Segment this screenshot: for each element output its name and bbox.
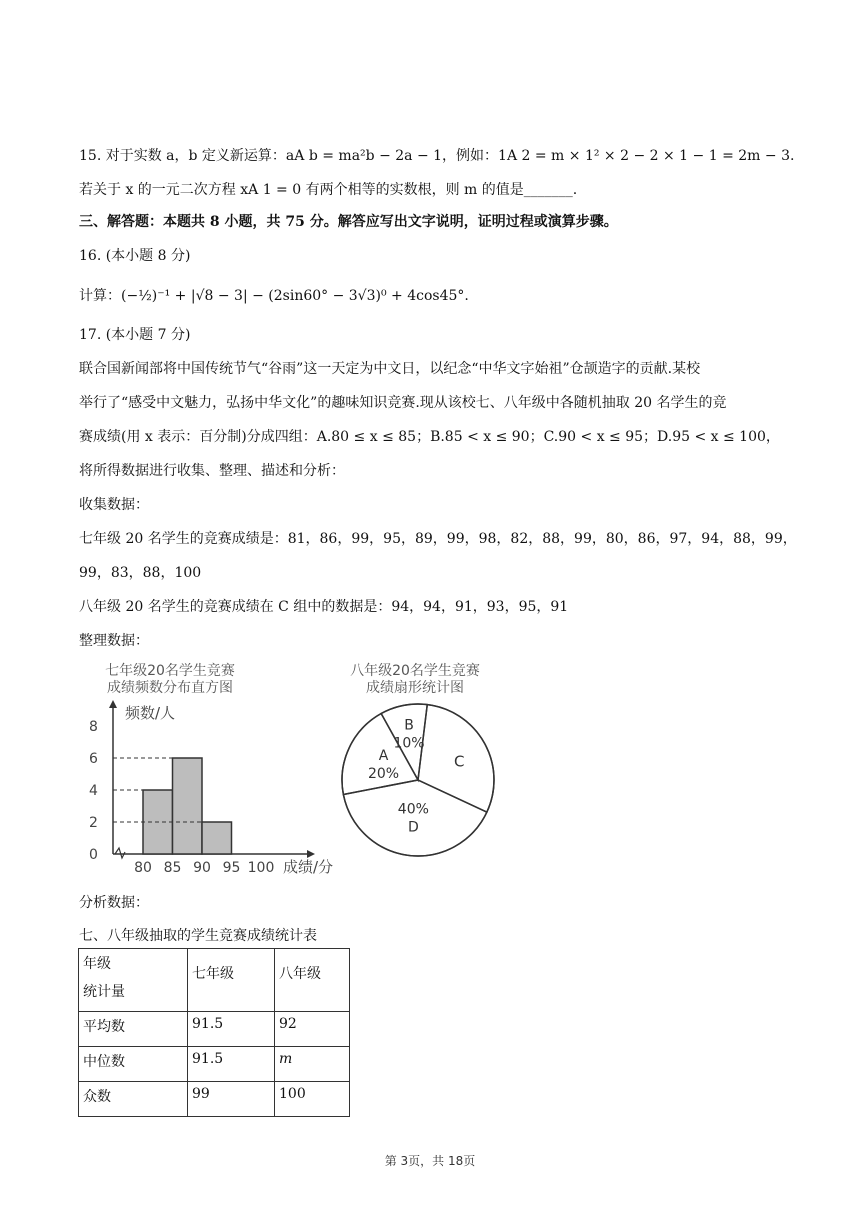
analyze-data-label: 分析数据： — [79, 895, 149, 911]
row-label-median: 中位数 — [79, 1047, 188, 1082]
x-axis-arrow — [307, 850, 315, 858]
x-tick-label: 80 — [134, 860, 152, 876]
q17-p3: 赛成绩(用 x 表示：百分制)分成四组：A.80 ≤ x ≤ 85；B.85 < x ≤ 90；C.90 < x ≤ 95；D.95 < x ≤ 100， — [79, 429, 780, 445]
corner-label-top: 年级 — [83, 956, 111, 972]
q16-calc: 计算：(−½)⁻¹ + |√8 − 3| − (2sin60° − 3√3)⁰ + 4cos45°. — [79, 288, 469, 304]
page-footer: 第 3页，共 18页 — [384, 1154, 476, 1168]
collect-data-label: 收集数据： — [79, 497, 149, 513]
grade7-scores-line2: 99，83，88，100 — [79, 565, 202, 581]
x-axis-label: 成绩/分 — [283, 858, 334, 876]
q17-p4: 将所得数据进行收集、整理、描述和分析： — [79, 463, 345, 479]
y-tick-label: 6 — [89, 751, 98, 767]
histogram-title-line2: 成绩频数分布直方图 — [107, 680, 233, 696]
table-header-row — [79, 949, 350, 1012]
pie-slice-label: B — [404, 717, 414, 734]
stats-table — [78, 948, 350, 1117]
grade8-c-group-scores: 八年级 20 名学生的竞赛成绩在 C 组中的数据是：94，94，91，93，95，91 — [79, 599, 569, 615]
table-row — [79, 1047, 350, 1082]
x-tick-label: 90 — [193, 860, 211, 876]
pie-slice-label: A — [378, 747, 389, 764]
table-row — [79, 1082, 350, 1117]
histogram-bar — [202, 822, 232, 854]
histogram-title-line1: 七年级20名学生竞赛 — [105, 663, 235, 679]
cell-mean-grade7: 91.5 — [188, 1012, 275, 1047]
column-header-grade7: 七年级 — [188, 949, 275, 1012]
pie-slice-label: C — [453, 752, 465, 771]
q17-p1: 联合国新闻部将中国传统节气“谷雨”这一天定为中文日，以纪念“中华文字始祖”仓颉造字的贡献.某校 — [79, 361, 701, 377]
pie-slice-label: D — [407, 819, 419, 836]
table-corner-cell — [79, 949, 188, 1012]
q15-line2: 若关于 x 的一元二次方程 xA 1 = 0 有两个相等的实数根，则 m 的值是_______. — [79, 182, 578, 198]
histogram-title — [80, 663, 260, 697]
cell-median-grade7: 91.5 — [188, 1047, 275, 1082]
stats-table-title: 七、八年级抽取的学生竞赛成绩统计表 — [79, 928, 317, 944]
cell-mode-grade7: 99 — [188, 1082, 275, 1117]
pie-title-line1: 八年级20名学生竞赛 — [350, 663, 480, 679]
q17-p2: 举行了“感受中文魅力，弘扬中华文化”的趣味知识竞赛.现从该校七、八年级中各随机抽取 20 名学生的竞 — [79, 395, 727, 411]
cell-median-grade8: m — [275, 1047, 350, 1082]
q15-line1: 15. 对于实数 a，b 定义新运算：aA b = ma²b − 2a − 1，例如：1A 2 = m × 1² × 2 − 2 × 1 − 1 = 2m − 3. — [79, 148, 795, 164]
x-tick-label: 100 — [247, 860, 275, 876]
y-axis-arrow — [109, 700, 117, 708]
section-3-heading: 三、解答题：本题共 8 小题，共 75 分。解答应写出文字说明，证明过程或演算步骤。 — [79, 214, 618, 230]
cell-mean-grade8: 92 — [275, 1012, 350, 1047]
y-tick-label: 2 — [89, 815, 98, 831]
pie-percent-label: 20% — [367, 765, 400, 782]
histogram-chart — [75, 698, 345, 878]
organize-data-label: 整理数据： — [79, 633, 149, 649]
column-header-grade8: 八年级 — [275, 949, 350, 1012]
y-tick-label: 8 — [89, 719, 98, 735]
y-tick-label: 4 — [89, 783, 98, 799]
pie-title-line2: 成绩扇形统计图 — [366, 680, 464, 696]
pie-chart — [330, 695, 510, 875]
x-tick-label: 95 — [222, 860, 241, 876]
y-tick-label: 0 — [89, 847, 98, 863]
pie-title — [320, 663, 510, 697]
q16-header: 16. (本小题 8 分) — [79, 248, 191, 264]
row-label-mode: 众数 — [79, 1082, 188, 1117]
corner-label-bottom: 统计量 — [83, 984, 125, 1000]
table-row — [79, 1012, 350, 1047]
pie-percent-label: 10% — [393, 735, 425, 752]
cell-mode-grade8: 100 — [275, 1082, 350, 1117]
row-label-mean: 平均数 — [79, 1012, 188, 1047]
q17-header: 17. (本小题 7 分) — [79, 327, 191, 343]
axis-break-mark — [115, 848, 125, 858]
grade7-scores-line1: 七年级 20 名学生的竞赛成绩是：81，86，99，95，89，99，98，82，88，99，80，86，97，94，88，99， — [79, 531, 797, 547]
pie-percent-label: 40% — [397, 801, 429, 818]
histogram-bar — [173, 758, 203, 854]
y-axis-label: 频数/人 — [125, 704, 176, 722]
x-tick-label: 85 — [163, 860, 182, 876]
